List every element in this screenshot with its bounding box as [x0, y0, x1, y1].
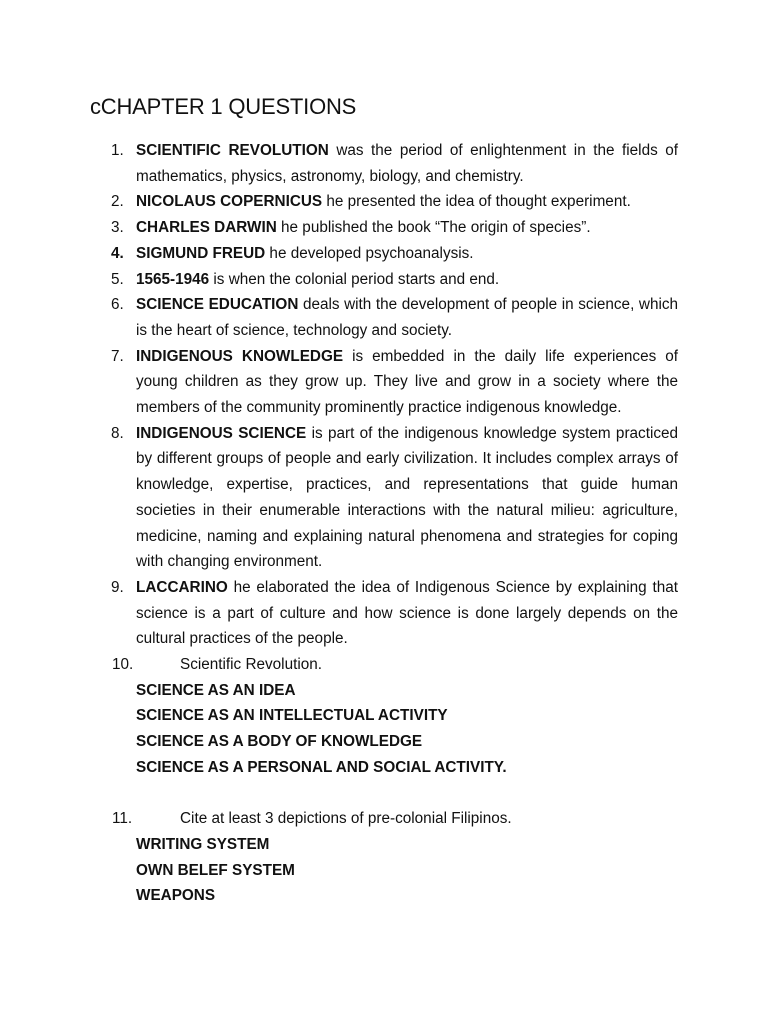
item-text: he developed psychoanalysis. — [265, 244, 474, 262]
blank-line — [136, 781, 678, 807]
item-term: INDIGENOUS KNOWLEDGE — [136, 347, 344, 365]
question-label: Scientific Revolution. — [180, 656, 322, 674]
item-number: 10. — [112, 656, 134, 674]
item-term: 1565-1946 — [136, 270, 210, 288]
item-text: is embedded in the daily life experiences of young children as they grow up. They live and grow in a society where the members of the community prominently practice indigenous knowledge. — [136, 347, 679, 417]
item-number: 1. — [111, 142, 124, 159]
item-number: 5. — [111, 270, 124, 288]
question-text — [136, 806, 678, 832]
item-number: 8. — [111, 424, 124, 442]
list-item-q10 — [0, 652, 678, 806]
answer-line: WRITING SYSTEM — [136, 835, 270, 853]
answer-line: SCIENCE AS AN INTELLECTUAL ACTIVITY — [136, 707, 448, 725]
item-term: INDIGENOUS SCIENCE — [136, 424, 307, 442]
item-term: LACCARINO — [136, 578, 228, 596]
list-item — [0, 189, 678, 215]
answer-line: OWN BELEF SYSTEM — [136, 861, 295, 879]
item-text: he presented the idea of thought experiment. — [322, 193, 631, 211]
question-text — [136, 652, 678, 678]
list-item — [0, 292, 678, 343]
item-number: 4. — [111, 244, 124, 262]
list-item — [0, 575, 678, 652]
answer-line: SCIENCE AS AN IDEA — [136, 681, 296, 699]
item-number: 3. — [111, 219, 124, 237]
item-term: SCIENCE EDUCATION — [136, 296, 299, 314]
item-text: was the period of enlightenment in the fields of mathematics, physics, astronomy, biology, and chemistry. — [136, 142, 679, 185]
item-text: he published the book “The origin of species”. — [276, 219, 591, 237]
list-item-q11 — [0, 806, 678, 909]
list-item — [0, 421, 678, 575]
item-text: is when the colonial period starts and end. — [209, 270, 500, 288]
item-term: SIGMUND FREUD — [136, 244, 266, 262]
item-text: deals with the development of people in science, which is the heart of science, technology and society. — [136, 296, 679, 339]
list-item — [0, 344, 678, 421]
answer-line: SCIENCE AS A BODY OF KNOWLEDGE — [136, 733, 423, 751]
page-title: cCHAPTER 1 QUESTIONS — [90, 94, 357, 119]
answer-line: SCIENCE AS A PERSONAL AND SOCIAL ACTIVITY. — [136, 758, 507, 776]
item-number: 11. — [112, 810, 133, 828]
list-item — [0, 138, 678, 189]
item-term: CHARLES DARWIN — [136, 219, 277, 237]
list-item — [0, 241, 678, 267]
question-label: Cite at least 3 depictions of pre-colonial Filipinos. — [180, 810, 512, 828]
list-item — [0, 267, 678, 293]
item-term: NICOLAUS COPERNICUS — [136, 193, 323, 211]
item-text: is part of the indigenous knowledge system practiced by different groups of people and early civilization. It includes complex arrays of knowledge, expertise, practices, and representations that guide human societies in their enumerable interactions with the natural milieu: agriculture, medicine, naming and explaining natural phenomena and strategies for coping with changing environment. — [136, 424, 679, 571]
list-item — [0, 215, 678, 241]
answer-line: WEAPONS — [136, 887, 216, 905]
item-number: 6. — [111, 296, 124, 314]
item-text: he elaborated the idea of Indigenous Science by explaining that science is a part of culture and how science is done largely depends on the cultural practices of the people. — [136, 578, 678, 648]
item-number: 2. — [111, 193, 124, 211]
item-number: 7. — [111, 347, 124, 365]
item-number: 9. — [111, 578, 124, 596]
item-term: SCIENTIFIC REVOLUTION — [136, 142, 329, 159]
question-list — [0, 138, 768, 909]
